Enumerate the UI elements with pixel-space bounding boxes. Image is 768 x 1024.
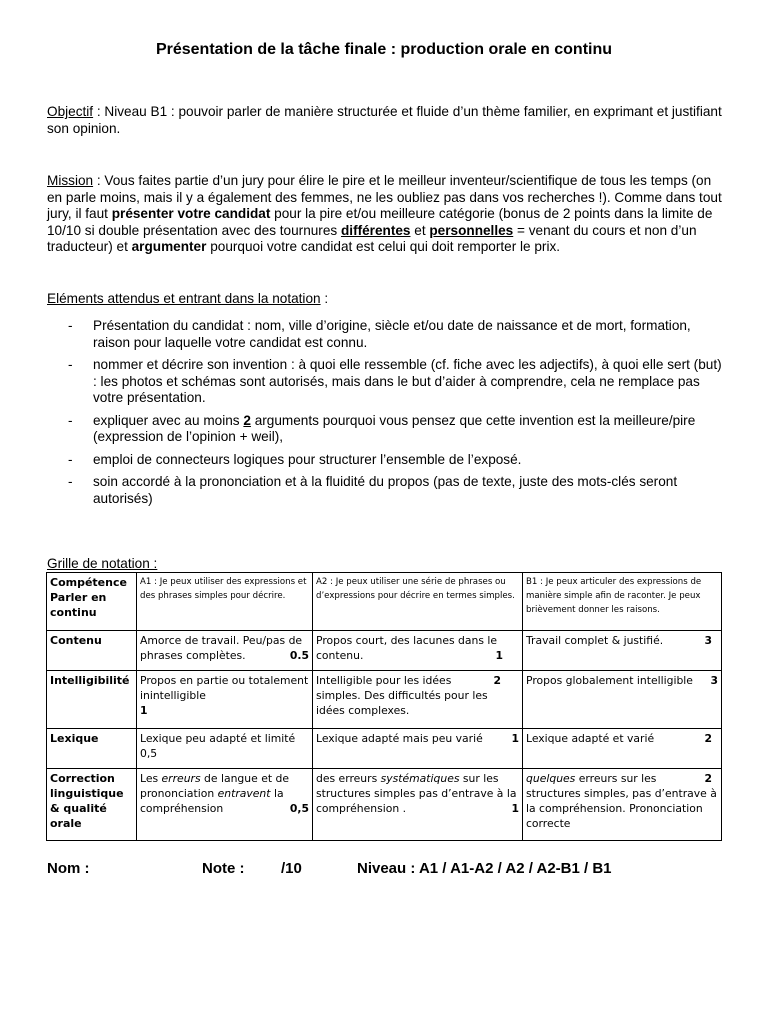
cell-a1 — [137, 769, 313, 841]
row-competence: Contenu — [47, 631, 137, 671]
objectif-paragraph — [47, 104, 727, 137]
header-competence: Compétence Parler en continu — [47, 573, 137, 631]
cell-text: Travail complet & justifié. — [526, 634, 664, 647]
cell-text: de langue et de prononciation — [140, 772, 290, 800]
grille-heading: Grille de notation : — [47, 556, 158, 571]
cell-a2 — [313, 671, 523, 729]
page-title: Présentation de la tâche finale : production orale en continu — [155, 41, 613, 58]
mission-bold-2: argumenter — [131, 239, 207, 254]
cell-b1 — [523, 671, 722, 729]
cell-text: des erreurs — [316, 772, 381, 785]
cell-emphasis: erreurs — [161, 772, 201, 785]
mission-text-1: : Vous faites partie d’un jury pour élire le pire et le meilleur inventeur/scientifique de tous les temps (on en parle moins, mais il y a également des femmes, ne les oubliez pas dans vos recherches !). Comme dans tout jury, il faut — [47, 173, 722, 221]
cell-points: 3 — [710, 674, 718, 687]
cell-text: Lexique peu adapté et limité — [140, 732, 296, 745]
cell-text: erreurs sur les structures simples, pas d’entrave à la compréhension. Prononciation correcte — [526, 772, 717, 830]
cell-points: 1 — [511, 732, 519, 745]
table-row — [47, 573, 722, 631]
list-item-number: 2 — [243, 412, 251, 428]
cell-text: Intelligible pour les idées simples. Des difficultés pour les idées complexes. — [316, 674, 488, 717]
mission-text-4: = venant du cours et non d’un traducteur) et — [47, 222, 697, 254]
cell-points: 0,5 — [289, 802, 309, 815]
cell-text: la compréhension — [140, 787, 284, 815]
cell-text: Propos court, des lacunes dans le contenu. — [316, 634, 498, 662]
mission-label: Mission — [47, 173, 94, 188]
elements-heading-text: Eléments attendus et entrant dans la notation — [47, 291, 321, 306]
nom-label: Nom : — [47, 860, 90, 877]
cell-points: 1 — [495, 649, 503, 662]
cell-b1 — [523, 769, 722, 841]
list-item-text-rest: arguments pourquoi vous pensez que cette invention est la meilleure/pire (expression de l’opinion + weil), — [93, 412, 696, 444]
cell-emphasis: systématiques — [380, 772, 460, 785]
table-row — [47, 671, 722, 729]
header-a2: A2 : Je peux utiliser une série de phrases ou d’expressions pour décrire en termes simples. — [313, 573, 523, 631]
cell-points: 2 — [704, 732, 712, 745]
row-competence: Correction linguistique & qualité orale — [47, 769, 137, 841]
header-b1: B1 : Je peux articuler des expressions de manière simple afin de raconter. Je peux brièvement donner les raisons. — [523, 573, 722, 631]
cell-points: 1 — [511, 802, 519, 815]
header-a1: A1 : Je peux utiliser des expressions et des phrases simples pour décrire. — [137, 573, 313, 631]
cell-b1 — [523, 631, 722, 671]
mission-text-2: pour la pire et/ou meilleure catégorie (bonus de 2 points dans la limite de 10/10 si double présentation avec des tournures — [47, 206, 713, 238]
row-competence: Lexique — [47, 729, 137, 769]
list-item-text: expliquer avec au moins — [93, 412, 244, 428]
note-max: /10 — [281, 860, 302, 877]
table-row — [47, 729, 722, 769]
list-item: - Présentation du candidat : nom, ville d’origine, siècle et/ou date de naissance et de mort, formation, raison pour laquelle votre candidat est connu. — [47, 318, 727, 351]
list-item: - nommer et décrire son invention : à quoi elle ressemble (cf. fiche avec les adjectifs), à quoi elle sert (but) : les photos et schémas sont autorisés, mais dans le but d’aider à comprendre, cela ne remplace pas votre présentation. — [47, 357, 727, 407]
cell-b1 — [523, 729, 722, 769]
list-item: - emploi de connecteurs logiques pour structurer l’ensemble de l’exposé. — [47, 452, 727, 469]
cell-text: Lexique adapté et varié — [526, 732, 655, 745]
mission-bold-1: présenter votre candidat — [111, 206, 271, 221]
mission-text-5: pourquoi votre candidat est celui qui doit remporter le prix. — [206, 239, 561, 254]
cell-a2 — [313, 631, 523, 671]
cell-text: Propos en partie ou totalement inintelligible — [140, 674, 309, 702]
niveau-label: Niveau : A1 / A1-A2 / A2 / A2-B1 / B1 — [357, 860, 612, 877]
objectif-label: Objectif — [47, 104, 94, 119]
cell-a1 — [137, 671, 313, 729]
elements-heading — [47, 291, 727, 308]
row-competence: Intelligibilité — [47, 671, 137, 729]
mission-bold-underline-2: personnelles — [429, 222, 514, 238]
cell-text: Les — [140, 772, 162, 785]
cell-points: 0,5 — [140, 747, 158, 760]
cell-a1 — [137, 729, 313, 769]
cell-points: 3 — [704, 634, 712, 647]
elements-heading-colon: : — [320, 291, 329, 306]
cell-text: Amorce de travail. Peu/pas de phrases complètes. — [140, 634, 303, 662]
cell-text: Lexique adapté mais peu varié — [316, 732, 483, 745]
mission-paragraph — [47, 173, 727, 256]
list-item: - soin accordé à la prononciation et à la fluidité du propos (pas de texte, juste des mots-clés seront autorisés) — [47, 474, 727, 507]
cell-points: 0.5 — [289, 649, 309, 662]
cell-emphasis: entravent — [217, 787, 271, 800]
objectif-text: : Niveau B1 : pouvoir parler de manière structurée et fluide d’un thème familier, en exprimant et justifiant son opinion. — [47, 104, 722, 136]
cell-points: 2 — [493, 674, 501, 687]
cell-text: sur les structures simples pas d’entrave à la compréhension . — [316, 772, 517, 815]
table-row — [47, 769, 722, 841]
list-item — [47, 413, 727, 446]
grading-grid — [46, 572, 722, 841]
cell-a2 — [313, 769, 523, 841]
cell-a2 — [313, 729, 523, 769]
cell-points: 2 — [704, 772, 712, 785]
mission-bold-underline-1: différentes — [340, 222, 411, 238]
elements-list — [47, 318, 727, 513]
mission-text-3: et — [410, 222, 430, 238]
cell-a1 — [137, 631, 313, 671]
cell-points: 1 — [140, 704, 148, 717]
note-label: Note : — [202, 860, 245, 877]
cell-emphasis: quelques — [526, 772, 576, 785]
table-row — [47, 631, 722, 671]
cell-text: Propos globalement intelligible — [526, 674, 693, 687]
